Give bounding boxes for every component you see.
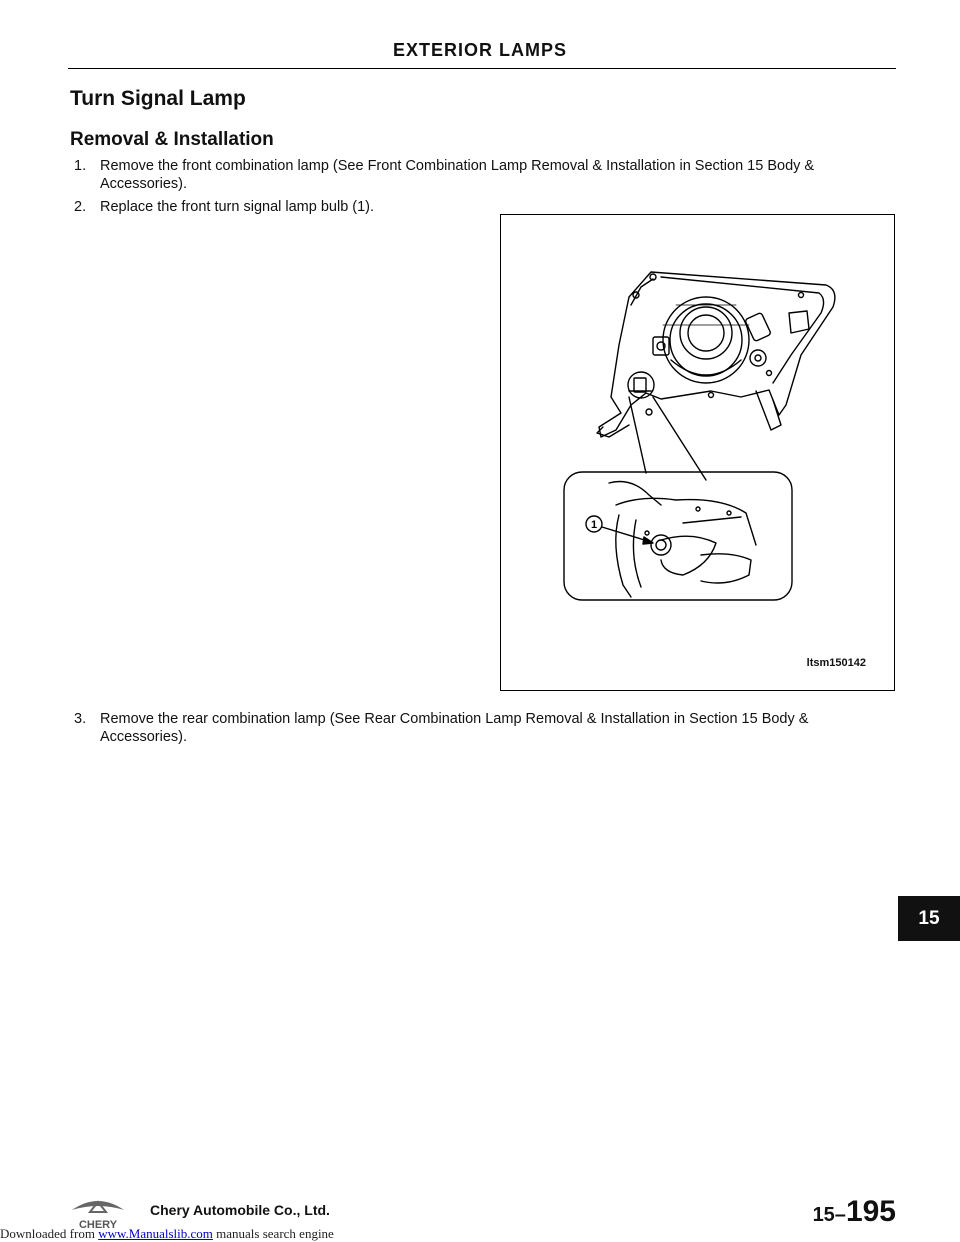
chery-logo-text: CHERY (78, 1219, 118, 1231)
page-number (813, 1195, 896, 1229)
subsection-heading: Removal & Installation (70, 129, 274, 150)
step-text-continued: Accessories). (100, 729, 188, 745)
step-number: 1. (74, 158, 87, 174)
download-suffix: manuals search engine (216, 1226, 334, 1241)
section-heading: Turn Signal Lamp (70, 87, 246, 110)
manualslib-link[interactable]: www.Manualslib.com (98, 1226, 213, 1241)
figure-box (500, 214, 895, 691)
headlamp-illustration (501, 215, 896, 692)
footer-company: Chery Automobile Co., Ltd. (150, 1202, 330, 1218)
page-number-prefix: 15– (812, 1204, 846, 1226)
step-number: 2. (74, 199, 87, 215)
page-number-value: 195 (845, 1195, 896, 1228)
figure-code: ltsm150142 (806, 657, 866, 669)
figure-callout-label: 1 (590, 519, 598, 531)
step-3 (74, 710, 900, 746)
step-text: Remove the rear combination lamp (See Rear Combination Lamp Removal & Installation in Section 15 Body & (100, 711, 809, 727)
header-rule (68, 68, 896, 69)
download-prefix: Downloaded from (0, 1226, 95, 1241)
page-header-title: EXTERIOR LAMPS (392, 40, 567, 60)
step-text-continued: Accessories). (100, 176, 188, 192)
step-text: Replace the front turn signal lamp bulb (1). (100, 199, 375, 215)
download-note (0, 1226, 334, 1242)
step-1 (74, 157, 900, 193)
step-number: 3. (74, 711, 87, 727)
step-text: Remove the front combination lamp (See Front Combination Lamp Removal & Installation in Section 15 Body & (100, 158, 815, 174)
section-tab: 15 (898, 896, 960, 941)
